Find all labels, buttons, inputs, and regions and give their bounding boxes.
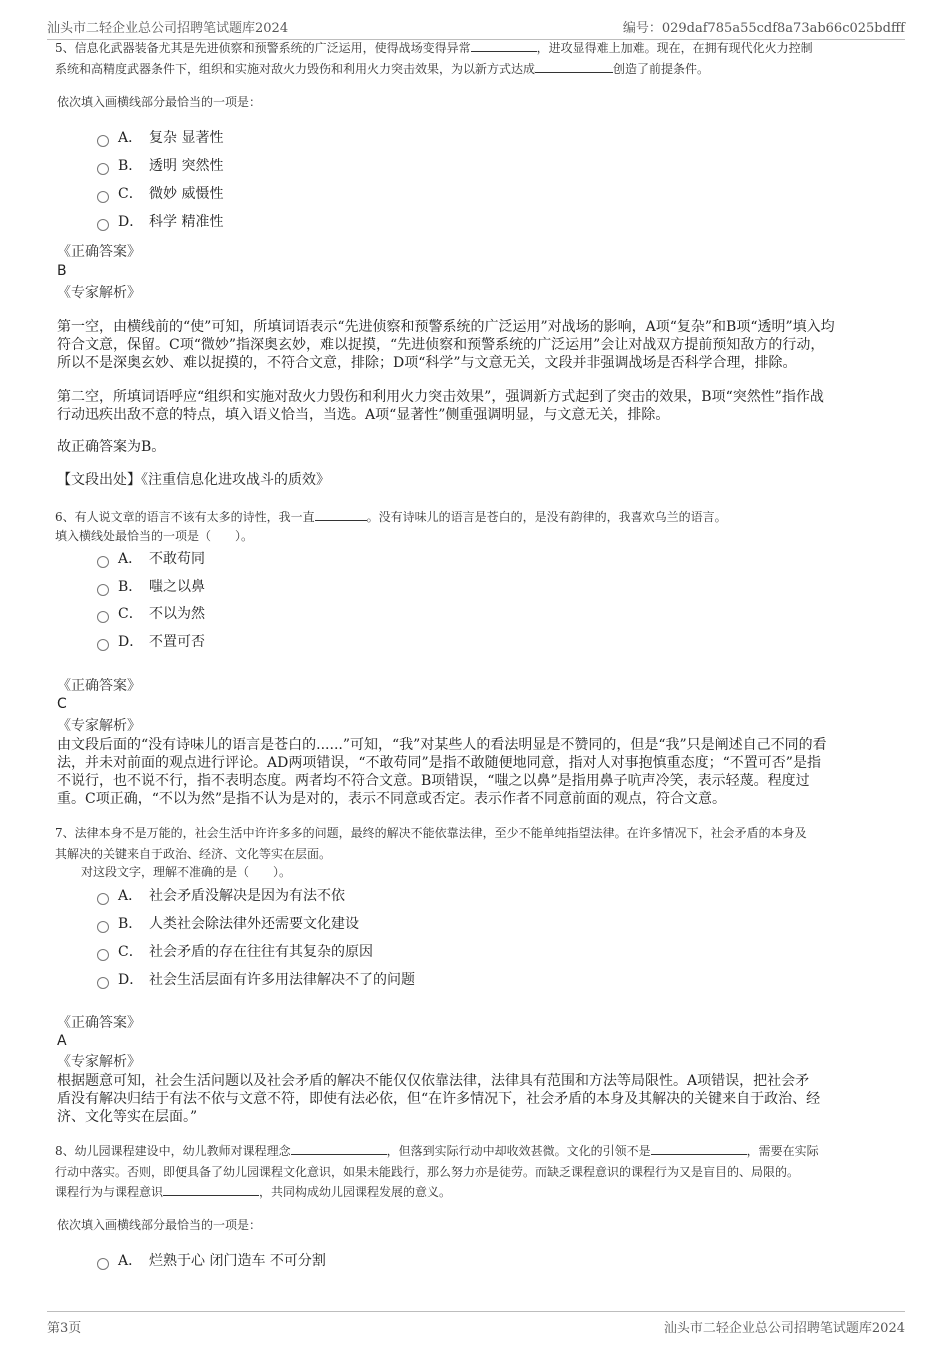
q5-option-b[interactable]: B． 透明 突然性 xyxy=(97,156,223,176)
question-6-line-1: 6、有人说文章的语言不该有太多的诗性，我一直 。没有诗味儿的语言是苍白的，是没有韵律的，我喜欢乌兰的语言。 xyxy=(55,510,727,524)
q8-option-a[interactable]: A． 烂熟于心 闭门造车 不可分割 xyxy=(97,1251,326,1271)
correct-answer-label: 《正确答案》 xyxy=(57,678,141,694)
radio-icon[interactable] xyxy=(97,639,109,651)
correct-answer: A xyxy=(57,1033,67,1049)
analysis-paragraph: 由文段后面的“没有诗味儿的语言是苍白的......”可知，“我”对某些人的看法明显是不赞同的，但是“我”只是阐述自己不同的看 法，并未对前面的观点进行评论。AD两项错误，“不敢苟同”是指不敢随便地同意，指对人对事抱慎重态度；“不置可否”是指 不说行，也不说不行，指不表明态度。两者均不符合文意。B项错误，“嗤之以鼻”是指用鼻子吭声冷笑，表示轻蔑。程度过 重。C项正确，“不以为然”是指不认为是对的，表示不同意或否定。表示作者不同意前面的观点，符合文意。 xyxy=(57,737,827,807)
question-7-line-1: 7、法律本身不是万能的，社会生活中许许多多的问题，最终的解决不能依靠法律，至少不能单纯指望法律。在许多情况下，社会矛盾的本身及 xyxy=(55,826,807,840)
correct-answer: B xyxy=(57,263,67,279)
analysis-conclusion: 故正确答案为B。 xyxy=(57,439,166,455)
q6-option-a[interactable]: A． 不敢苟同 xyxy=(97,549,205,569)
analysis-paragraph: 根据题意可知，社会生活问题以及社会矛盾的解决不能仅仅依靠法律，法律具有范围和方法等局限性。A项错误，把社会矛 盾没有解决归结于有法不依与文意不符，即使有法必依，但“在许多情况下，社会矛盾的本身及其解决的关键来自于政治、经 济、文化等实在层面。” xyxy=(57,1073,821,1125)
question-5-line-1: 5、信息化武器装备尤其是先进侦察和预警系统的广泛运用，使得战场变得异常 ，进攻显得难上加难。现在，在拥有现代化火力控制 xyxy=(55,41,813,55)
expert-analysis-label: 《专家解析》 xyxy=(57,1054,141,1070)
q7-option-a[interactable]: A． 社会矛盾没解决是因为有法不依 xyxy=(97,886,345,906)
fill-blank xyxy=(471,39,537,52)
q7-option-d[interactable]: D． 社会生活层面有许多用法律解决不了的问题 xyxy=(97,970,415,990)
q5-option-a[interactable]: A． 复杂 显著性 xyxy=(97,128,223,148)
q6-option-d[interactable]: D． 不置可否 xyxy=(97,632,205,652)
radio-icon[interactable] xyxy=(97,135,109,147)
expert-analysis-label: 《专家解析》 xyxy=(57,285,141,301)
question-5-prompt: 依次填入画横线部分最恰当的一项是： xyxy=(57,95,262,109)
radio-icon[interactable] xyxy=(97,191,109,203)
fill-blank xyxy=(163,1183,259,1196)
q6-option-b[interactable]: B． 嗤之以鼻 xyxy=(97,577,205,597)
analysis-paragraph: 第二空，所填词语呼应“组织和实施对敌火力毁伤和利用火力突击效果”，强调新方式起到了突击的效果，B项“突然性”指作战 行动迅疾出敌不意的特点，填入语义恰当，当选。A项“显著性”侧重强调明显，与文意无关，排除。 xyxy=(57,389,824,423)
question-7-line-3: 对这段文字，理解不准确的是（ ）。 xyxy=(81,865,292,879)
page-header xyxy=(47,14,905,40)
question-7-line-2: 其解决的关键来自于政治、经济、文化等实在层面。 xyxy=(55,847,332,861)
fill-blank xyxy=(315,508,367,521)
fill-blank xyxy=(291,1142,387,1155)
radio-icon[interactable] xyxy=(97,893,109,905)
correct-answer-label: 《正确答案》 xyxy=(57,244,141,260)
document-id: 编号：029daf785a55cdf8a73ab66c025bdfff xyxy=(622,21,905,36)
radio-icon[interactable] xyxy=(97,977,109,989)
question-5-line-2: 系统和高精度武器条件下，组织和实施对敌火力毁伤和利用火力突击效果，为以新方式达成 创造了前提条件。 xyxy=(55,62,710,76)
radio-icon[interactable] xyxy=(97,921,109,933)
page-number: 第3页 xyxy=(47,1321,82,1336)
source-citation: 【文段出处】《注重信息化进攻战斗的质效》 xyxy=(57,472,330,488)
radio-icon[interactable] xyxy=(97,556,109,568)
radio-icon[interactable] xyxy=(97,1258,109,1270)
fill-blank xyxy=(535,60,613,73)
radio-icon[interactable] xyxy=(97,949,109,961)
radio-icon[interactable] xyxy=(97,163,109,175)
question-8-prompt: 依次填入画横线部分最恰当的一项是： xyxy=(57,1218,262,1232)
fill-blank xyxy=(651,1142,747,1155)
analysis-paragraph: 第一空，由横线前的“使”可知，所填词语表示“先进侦察和预警系统的广泛运用”对战场的影响，A项“复杂”和B项“透明”填入均 符合文意，保留。C项“微妙”指深奥玄妙，难以捉摸，“先进侦察和预警系统的广泛运用”会让对战双方提前预知敌方的行动， 所以不是深奥玄妙、难以捉摸的，不符合文意，排除；D项“科学”与文意无关，文段并非强调战场是否科学合理，排除。 xyxy=(57,319,835,371)
radio-icon[interactable] xyxy=(97,611,109,623)
q5-option-c[interactable]: C． 微妙 威慑性 xyxy=(97,184,223,204)
question-6-line-2: 填入横线处最恰当的一项是（ ）。 xyxy=(55,529,254,543)
q5-option-d[interactable]: D． 科学 精准性 xyxy=(97,212,223,232)
footer-title: 汕头市二轻企业总公司招聘笔试题库2024 xyxy=(663,1321,905,1336)
page-footer xyxy=(47,1311,905,1336)
q7-option-b[interactable]: B． 人类社会除法律外还需要文化建设 xyxy=(97,914,359,934)
correct-answer: C xyxy=(57,696,67,712)
radio-icon[interactable] xyxy=(97,219,109,231)
q7-option-c[interactable]: C． 社会矛盾的存在往往有其复杂的原因 xyxy=(97,942,373,962)
header-title: 汕头市二轻企业总公司招聘笔试题库2024 xyxy=(47,21,289,36)
question-8-line-3: 课程行为与课程意识 ，共同构成幼儿园课程发展的意义。 xyxy=(55,1185,452,1199)
expert-analysis-label: 《专家解析》 xyxy=(57,718,141,734)
radio-icon[interactable] xyxy=(97,584,109,596)
correct-answer-label: 《正确答案》 xyxy=(57,1015,141,1031)
q6-option-c[interactable]: C． 不以为然 xyxy=(97,604,205,624)
question-8-line-1: 8、幼儿园课程建设中，幼儿教师对课程理念 ，但落到实际行动中却收效甚微。文化的引领不是 ，需要在实际 xyxy=(55,1144,819,1158)
question-8-line-2: 行动中落实。否则，即便具备了幼儿园课程文化意识，如果未能践行，那么努力亦是徒劳。而缺乏课程意识的课程行为又是盲目的、局限的。 xyxy=(55,1165,800,1179)
